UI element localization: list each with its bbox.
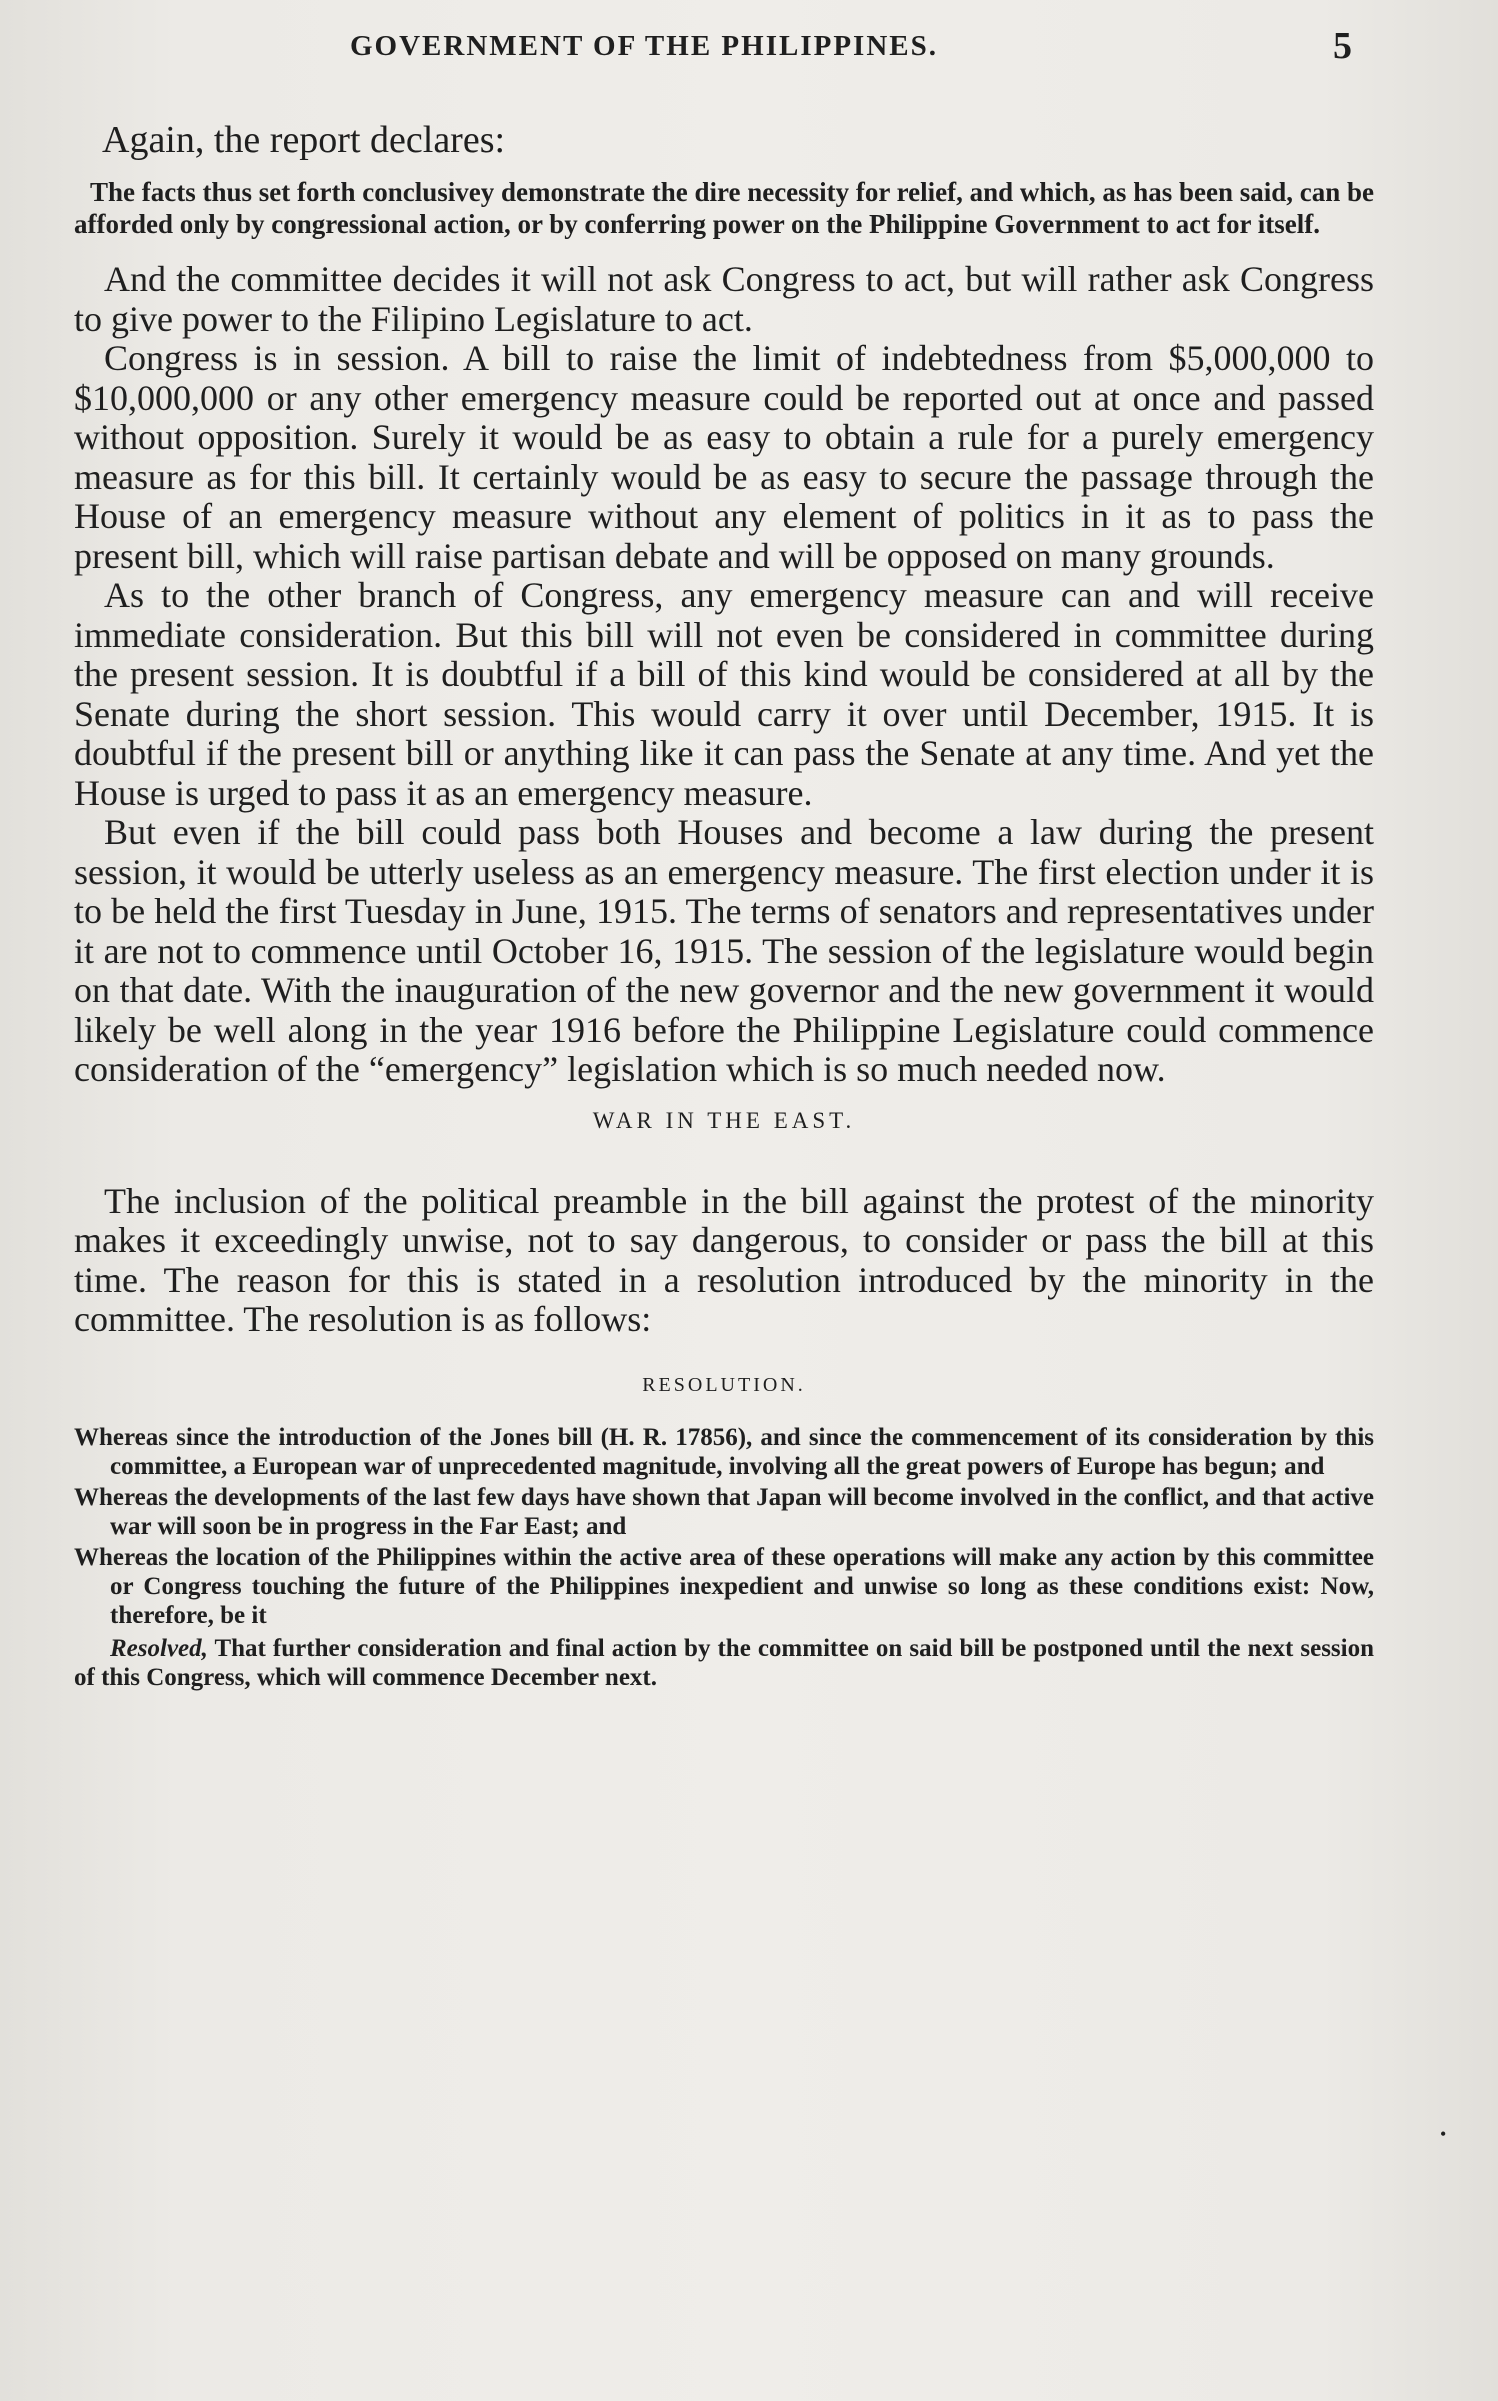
paragraph-congress-in-session: Congress is in session. A bill to raise the limit of indebtedness from $5,000,000 to $10,000,000 or any other emergency measure could be reported out at once and passed without opposition. Surely it would be as easy to obtain a rule for a purely emergency measure as for this bill. It certainly would be as easy to secure the passage through the House of an emergency measure without any element of politics in it as to pass the present bill, which will raise partisan debate and will be opposed on many grounds. [74,338,1374,576]
running-title: GOVERNMENT OF THE PHILIPPINES. [350,30,938,62]
paragraph-other-branch: As to the other branch of Congress, any emergency measure can and will receive immediate consideration. But this bill will not even be considered in committee during the present session. It is doubtful if a bill of this kind would be considered at all by the Senate during the short session. This would carry it over until December, 1915. It is doubtful if the present bill or anything like it can pass the Senate at any time. And yet the House is urged to pass it as an emergency measure. [74,575,1374,813]
intro-line: Again, the report declares: [102,119,506,161]
resolution-whereas-3: Whereas the location of the Philippines within the active area of these operations will make any action by this committee or Congress touching the future of the Philippines inexpedient and unwise so long as these conditions exist: Now, therefore, be it [74,1543,1374,1629]
resolution-heading: RESOLUTION. [642,1373,806,1396]
report-quote: The facts thus set forth conclusivey demonstrate the dire necessity for relief, and which, as has been said, can be afforded only by congressional action, or by conferring power on the Philippine Government to act for itself. [74,177,1374,239]
section-heading-war-in-the-east: WAR IN THE EAST. [592,1107,856,1133]
resolved-label: Resolved, [110,1634,208,1662]
resolved-text: That further consideration and final action by the committee on said bill be postponed until the next session of this Congress, which will commence December next. [74,1634,1374,1691]
resolution-whereas-1: Whereas since the introduction of the Jones bill (H. R. 17856), and since the commencement of its consideration by this committee, a European war of unprecedented magnitude, involving all the great powers of Europe has begun; and [74,1423,1374,1480]
paragraph-emergency-measure: But even if the bill could pass both Houses and become a law during the present session, it would be utterly useless as an emergency measure. The first election under it is to be held the first Tuesday in June, 1915. The terms of senators and representatives under it are not to commence until October 16, 1915. The session of the legislature would begin on that date. With the inauguration of the new governor and the new government it would likely be well along in the year 1916 before the Philippine Legislature could commence consideration of the “emergency” legislation which is so much needed now. [74,812,1374,1089]
resolved-clause [74,1634,1374,1692]
resolution-whereas-2: Whereas the developments of the last few days have shown that Japan will become involved in the conflict, and that active war will soon be in progress in the Far East; and [74,1483,1374,1540]
paragraph-political-preamble: The inclusion of the political preamble in the bill against the protest of the minority makes it exceedingly unwise, not to say dangerous, to consider or pass the bill at this time. The reason for this is stated in a resolution introduced by the minority in the committee. The resolution is as follows: [74,1180,1374,1339]
margin-mark: • [1440,2124,1447,2144]
paragraph-committee-decision: And the committee decides it will not ask Congress to act, but will rather ask Congress to give power to the Filipino Legislature to act. [74,259,1374,339]
page-number: 5 [1333,25,1352,67]
page-header [0,24,1498,74]
page-body [74,118,1374,1692]
